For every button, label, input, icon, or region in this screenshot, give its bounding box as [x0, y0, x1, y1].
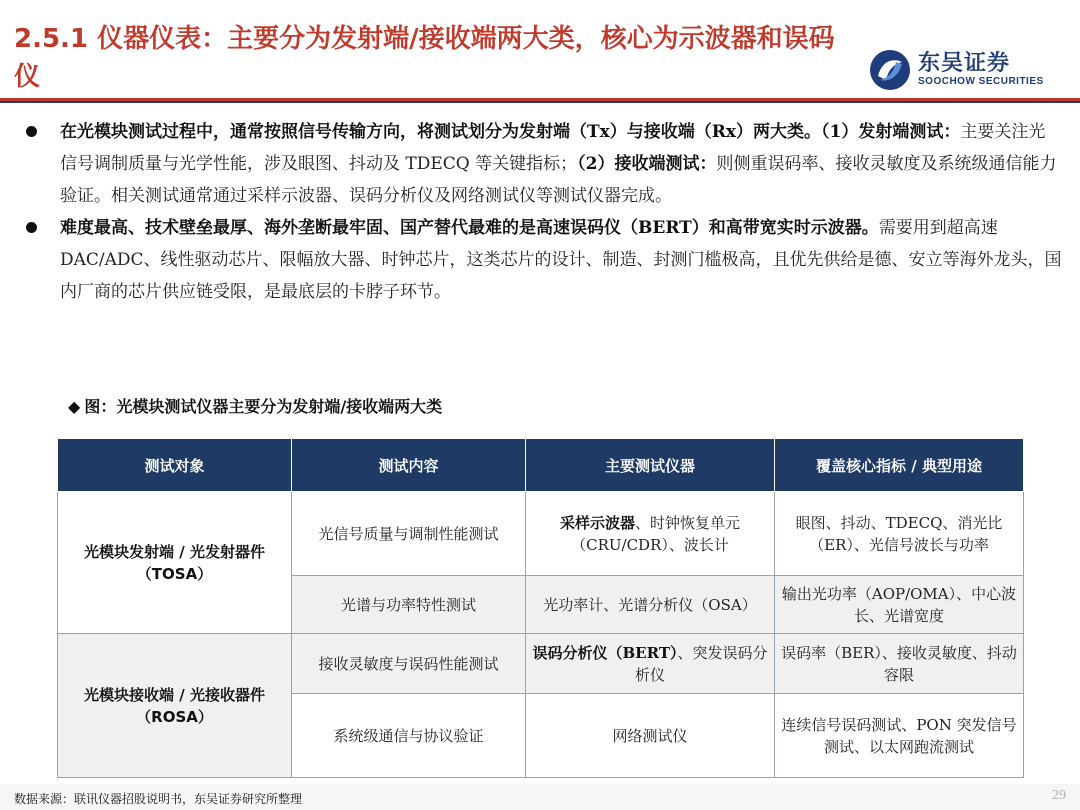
- logo-english-text: SOOCHOW SECURITIES: [918, 76, 1044, 87]
- test-instruments-table: [57, 438, 1024, 778]
- bullet-dot-icon: [26, 126, 37, 137]
- test-content-cell: 系统级通信与协议验证: [292, 694, 526, 778]
- instrument-text: 、时钟恢复单元（CRU/CDR）、波长计: [571, 513, 741, 554]
- header-divider-blue: [0, 101, 1080, 103]
- instrument-text: 、突发误码分析仪: [634, 643, 768, 684]
- bullet-dot-icon: [26, 222, 37, 233]
- instrument-bold: 采样示波器: [559, 513, 635, 532]
- metrics-cell: 眼图、抖动、TDECQ、消光比（ER）、光信号波长与功率: [775, 492, 1024, 576]
- test-object-cell: 光模块发射端 / 光发射器件（TOSA）: [58, 492, 292, 634]
- bullet-text-bold: 难度最高、技术壁垒最厚、海外垄断最牢固、国产替代最难的是高速误码仪（BERT）和高带宽实时示波器。: [60, 218, 879, 238]
- metrics-cell: 连续信号误码测试、PON 突发信号测试、以太网跑流测试: [775, 694, 1024, 778]
- instrument-bold: 误码分析仪（BERT）: [532, 643, 678, 662]
- company-logo: [868, 46, 1048, 92]
- bullet-list: [22, 116, 1062, 308]
- instrument-cell: [526, 576, 775, 634]
- table-header-row: [58, 439, 1024, 492]
- instrument-text: 网络测试仪: [612, 726, 688, 745]
- data-source-note: 数据来源：联讯仪器招股说明书，东吴证券研究所整理: [14, 792, 303, 806]
- column-header: 主要测试仪器: [526, 439, 775, 492]
- instrument-cell: [526, 694, 775, 778]
- table-row: [58, 492, 1024, 576]
- column-header: 测试内容: [292, 439, 526, 492]
- instrument-cell: [526, 492, 775, 576]
- soochow-logo-icon: [868, 48, 912, 92]
- bullet-text: 主要关注光信号调制质量与光学性能，涉及眼图、抖动及 TDECQ 等关键指标；: [60, 122, 1046, 174]
- diamond-bullet-icon: ◆: [68, 397, 81, 416]
- test-object-cell: 光模块接收端 / 光接收器件（ROSA）: [58, 634, 292, 778]
- table-row: [58, 634, 1024, 694]
- bullet-item: [22, 212, 1062, 308]
- test-content-cell: 接收灵敏度与误码性能测试: [292, 634, 526, 694]
- bullet-text-bold: （2）接收端测试：: [577, 154, 717, 174]
- bullet-text: 则侧重误码率、接收灵敏度及系统级通信能力验证。相关测试通常通过采样示波器、误码分析仪及网络测试仪等测试仪器完成。: [60, 154, 1057, 206]
- figure-caption: [68, 394, 442, 417]
- figure-caption-text: 图：光模块测试仪器主要分为发射端/接收端两大类: [84, 397, 443, 416]
- test-content-cell: 光谱与功率特性测试: [292, 576, 526, 634]
- page-title: 2.5.1 仪器仪表：主要分为发射端/接收端两大类，核心为示波器和误码仪: [14, 24, 835, 92]
- page-number: 29: [1052, 788, 1066, 803]
- logo-chinese-text: 东吴证券: [918, 51, 1011, 76]
- metrics-cell: 误码率（BER）、接收灵敏度、抖动容限: [775, 634, 1024, 694]
- bullet-item: [22, 116, 1062, 212]
- instrument-cell: [526, 634, 775, 694]
- bullet-text-bold: 在光模块测试过程中，通常按照信号传输方向，将测试划分为发射端（Tx）与接收端（Rx）两大类。（1）发射端测试：: [60, 122, 961, 142]
- test-content-cell: 光信号质量与调制性能测试: [292, 492, 526, 576]
- column-header: 测试对象: [58, 439, 292, 492]
- instrument-text: 光功率计、光谱分析仪（OSA）: [543, 595, 757, 614]
- bullet-text: 需要用到超高速 DAC/ADC、线性驱动芯片、限幅放大器、时钟芯片，这类芯片的设计、制造、封测门槛极高，且优先供给是德、安立等海外龙头，国内厂商的芯片供应链受限，是最底层的卡脖子环节。: [60, 218, 1062, 302]
- column-header: 覆盖核心指标 / 典型用途: [775, 439, 1024, 492]
- metrics-cell: 输出光功率（AOP/OMA）、中心波长、光谱宽度: [775, 576, 1024, 634]
